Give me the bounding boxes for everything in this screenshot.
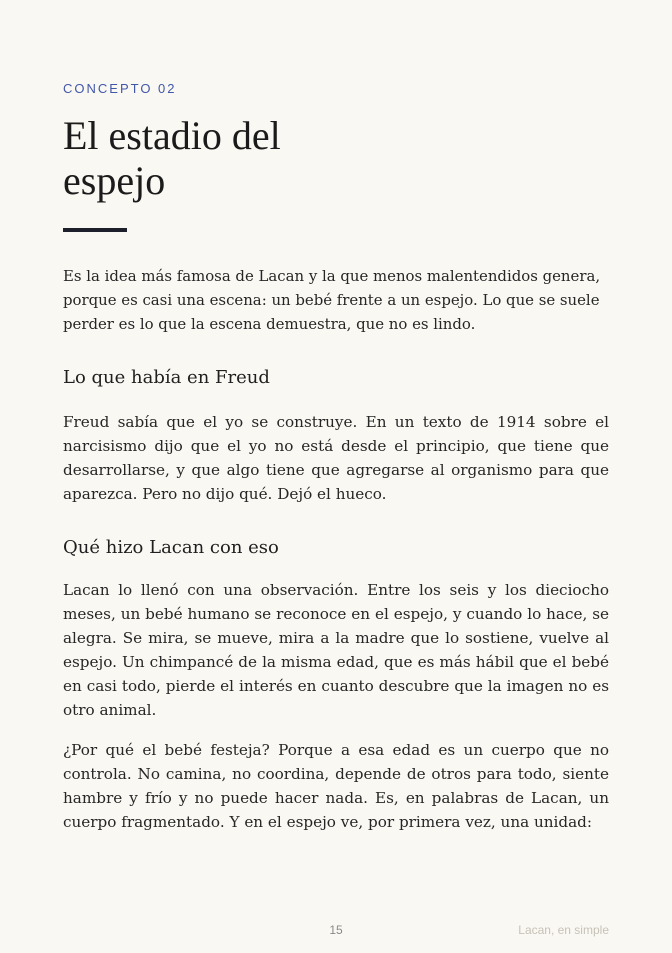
- intro-paragraph: Es la idea más famosa de Lacan y la que menos malentendidos genera, porque es casi una escena: un bebé frente a un espejo. Lo que se suele perder es lo que la escena demuestra, que no es lindo.: [63, 267, 601, 333]
- section-heading-freud: Lo que había en Freud: [63, 367, 270, 388]
- chapter-kicker: CONCEPTO 02: [63, 81, 177, 96]
- section-heading-lacan: Qué hizo Lacan con eso: [63, 537, 279, 558]
- title-divider: [63, 228, 127, 232]
- page-number: 15: [329, 923, 343, 937]
- lacan-paragraph-1: Lacan lo llenó con una observación. Entre los seis y los dieciocho meses, un bebé humano se reconoce en el espejo, y cuando lo hace, se alegra. Se mira, se mueve, mira a la madre que lo sostiene, vuelve al espejo. Un chimpancé de la misma edad, que es más hábil que el bebé en casi todo, pierde el interés en cuanto descubre que la imagen no es otro animal.: [63, 581, 609, 719]
- chapter-title-line-1: El estadio del: [63, 113, 281, 158]
- freud-paragraph: Freud sabía que el yo se construye. En un texto de 1914 sobre el narcisismo dijo que el yo no está desde el principio, que tiene que desarrollarse, y que algo tiene que agregarse al organismo para que aparezca. Pero no dijo qué. Dejó el hueco.: [63, 413, 609, 503]
- book-title-footer: Lacan, en simple: [518, 923, 609, 937]
- lacan-paragraph-2: ¿Por qué el bebé festeja? Porque a esa edad es un cuerpo que no controla. No camina, no coordina, depende de otros para todo, siente hambre y frío y no puede hacer nada. Es, en palabras de Lacan, un cuerpo fragmentado. Y en el espejo ve, por primera vez, una unidad:: [63, 741, 609, 831]
- chapter-title: [63, 113, 281, 203]
- chapter-title-line-2: espejo: [63, 158, 166, 203]
